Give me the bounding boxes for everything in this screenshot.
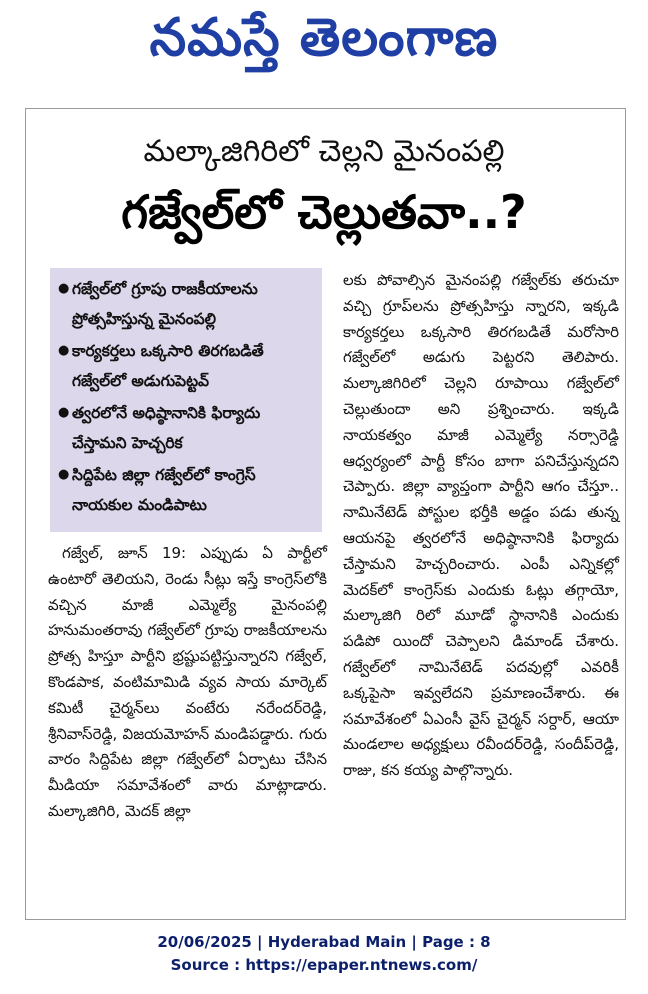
bullet-icon: ● xyxy=(58,405,70,420)
article-kicker: మల్కాజిగిరిలో చెల్లని మైనంపల్లి xyxy=(143,134,505,169)
edition-info: 20/06/2025 | Hyderabad Main | Page : 8 xyxy=(157,933,491,951)
masthead-logo xyxy=(0,4,648,84)
article-body-left: గజ్వేల్, జూన్ 19: ఎప్పుడు ఏ పార్టీలో ఉంటారో తెలియని, రెండు సీట్లు ఇస్తే కాంగ్రెస్‌లోకి వచ్చిన మాజీ ఎమ్మెల్యే మైనంపల్లి హనుమంతరావు గజ్వేల్‌లో గ్రూపు రాజకీయాలను ప్రోత్స హిస్తూ పార్టీని భ్రష్టుపట్టిస్తున్నారని గజ్వేల్, కొండపాక, వంటిమామిడి వ్యవ సాయ మార్కెట్ కమిటీ చైర్మన్‌లు వంటేరు నరేందర్‌రెడ్డి, శ్రీనివాస్‌రెడ్డి, విజయమోహన్ మండిపడ్డారు. గురు వారం సిద్దిపేట జిల్లా గజ్వేల్‌లో ఏర్పాటు చేసిన మీడియా సమావేశంలో వారు మాట్లాడారు. మల్కాజిగిరి, మెదక్ జిల్లా xyxy=(48,544,327,820)
highlight-item: ● కార్యకర్తలు ఒక్కసారి తిరగబడితే గజ్వేల్‌లో అడుగుపెట్టవ్ xyxy=(58,336,316,396)
article-body-right: లకు పోవాల్సిన మైనంపల్లి గజ్వేల్‌కు తరుచూ వచ్చి గ్రూప్‌లను ప్రోత్సహిస్తు న్నారని, ఇక్కడి కార్యకర్తలు ఒక్కసారి తిరగబడితే మరోసారి గజ్వేల్‌లో అడుగు పెట్టరని తెలిపారు. మల్కాజిగిరిలో చెల్లని రూపాయి గజ్వేల్‌లో చెల్లుతుందా అని ప్రశ్నించారు. ఇక్కడి నాయకత్వం మాజీ ఎమ్మెల్యే నర్సారెడ్డి ఆధ్వర్యంలో పార్టీ కోసం బాగా పనిచేస్తున్నదని చెప్పారు. జిల్లా వ్యాప్తంగా పార్టీని ఆగం చేస్తూ.. నామినేటెడ్ పోస్టుల భర్తీకి అడ్డం పడు తున్న ఆయనపై త్వరలోనే అధిష్ఠానానికి ఫిర్యాదు చేస్తామని హెచ్చరించారు. ఎంపీ ఎన్నికల్లో మెదక్‌లో కాంగ్రెస్‌కు ఎందుకు ఓట్లు తగ్గాయో, మల్కాజిగి రిలో మూడో స్థానానికి ఎందుకు పడిపో యిందో చెప్పాలని డిమాండ్ చేశారు. గజ్వేల్‌లో నామినేటెడ్ పదవుల్లో ఎవరికీ ఒక్కపైసా ఇవ్వలేదని ప్రమాణంచేశారు. ఈ సమావేశంలో ఏఎంసీ వైస్ చైర్మన్ సర్దార్, ఆయా మండలాల అధ్యక్షులు రవీందర్‌రెడ్డి, సందీప్‌రెడ్డి, రాజు, కన కయ్య పాల్గొన్నారు. xyxy=(343,271,619,780)
bullet-icon: ● xyxy=(58,281,70,296)
highlight-item: ● గజ్వేల్‌లో గ్రూపు రాజకీయాలను ప్రోత్సహిస్తున్న మైనంపల్లి xyxy=(58,274,316,334)
highlight-item: ● సిద్దిపేట జిల్లా గజ్వేల్‌లో కాంగ్రెస్ నాయకుల మండిపాటు xyxy=(58,460,316,520)
highlight-item: ● త్వరలోనే అధిష్ఠానానికి ఫిర్యాదు చేస్తామని హెచ్చరిక xyxy=(58,398,316,458)
bullet-icon: ● xyxy=(58,343,70,358)
article-headline: గజ్వేల్‌లో చెల్లుతవా..? xyxy=(121,185,527,239)
masthead-title: నమస్తే తెలంగాణ xyxy=(149,7,499,68)
bullet-icon: ● xyxy=(58,467,70,482)
source-link[interactable]: Source : https://epaper.ntnews.com/ xyxy=(170,956,478,974)
highlights-box xyxy=(50,268,322,532)
